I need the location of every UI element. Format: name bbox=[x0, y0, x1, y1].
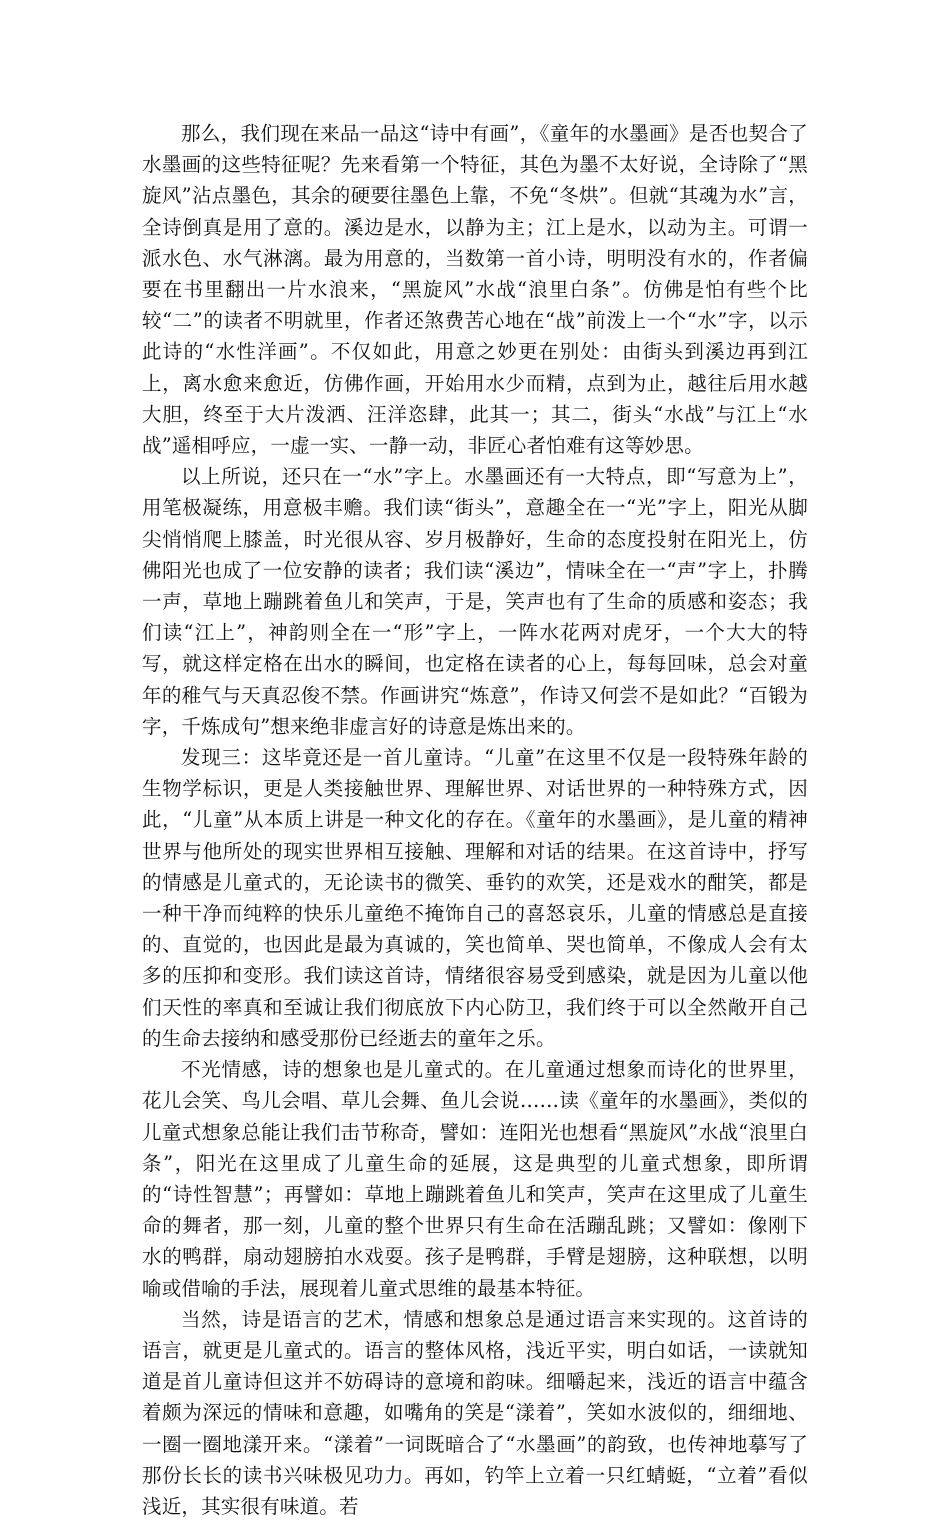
paragraph-childlike-imagination: 不光情感，诗的想象也是儿童式的。在儿童通过想象而诗化的世界里，花儿会笑、鸟儿会唱、草儿会舞、鱼儿会说……读《童年的水墨画》，类似的儿童式想象总能让我们击节称奇，譬如：连阳光也想看“黑旋风”水战“浪里白条”，阳光在这里成了儿童生命的延展，这是典型的儿童式想象，即所谓的“诗性智慧”；再譬如：草地上蹦跳着鱼儿和笑声，笑声在这里成了儿童生命的舞者，那一刻，儿童的整个世界只有生命在活蹦乱跳；又譬如：像刚下水的鸭群，扇动翅膀拍水戏耍。孩子是鸭群，手臂是翅膀，这种联想，以明喻或借喻的手法，展现着儿童式思维的最基本特征。 bbox=[142, 1058, 808, 1300]
paragraph-discovery-three: 发现三：这毕竟还是一首儿童诗。“儿童”在这里不仅是一段特殊年龄的生物学标识，更是人类接触世界、理解世界、对话世界的一种特殊方式，因此，“儿童”从本质上讲是一种文化的存在。《童年的水墨画》，是儿童的精神世界与他所处的现实世界相互接触、理解和对话的结果。在这首诗中，抒写的情感是儿童式的，无论读书的微笑、垂钓的欢笑，还是戏水的酣笑，都是一种干净而纯粹的快乐儿童绝不掩饰自己的喜怒哀乐，儿童的情感总是直接的、直觉的，也因此是最为真诚的，笑也简单、哭也简单，不像成人会有太多的压抑和变形。我们读这首诗，情绪很容易受到感染，就是因为儿童以他们天性的率真和至诚让我们彻底放下内心防卫，我们终于可以全然敞开自己的生命去接纳和感受那份已经逝去的童年之乐。 bbox=[142, 746, 808, 1050]
paragraph-water-ink-feature: 那么，我们现在来品一品这“诗中有画”，《童年的水墨画》是否也契合了水墨画的这些特征呢？先来看第一个特征，其色为墨不太好说，全诗除了“黑旋风”沾点墨色，其余的硬要往墨色上靠，不免“冬烘”。但就“其魂为水”言，全诗倒真是用了意的。溪边是水，以静为主；江上是水，以动为主。可谓一派水色、水气淋漓。最为用意的，当数第一首小诗，明明没有水的，作者偏要在书里翻出一片水浪来，“黑旋风”水战“浪里白条”。仿佛是怕有些个比较“二”的读者不明就里，作者还煞费苦心地在“战”前泼上一个“水”字，以示此诗的“水性洋画”。不仅如此，用意之妙更在别处：由街头到溪边再到江上，离水愈来愈近，仿佛作画，开始用水少而精，点到为止，越往后用水越大胆，终至于大片泼洒、汪洋恣肆，此其一；其二，街头“水战”与江上“水战”遥相呼应，一虚一实、一静一动，非匠心者怕难有这等妙思。 bbox=[142, 122, 808, 458]
paragraph-childlike-language: 当然，诗是语言的艺术，情感和想象总是通过语言来实现的。这首诗的语言，就更是儿童式的。语言的整体风格，浅近平实，明白如话，一读就知道是首儿童诗但这并不妨碍诗的意境和韵味。细嚼起来，浅近的语言中蕴含着颇为深远的情味和意趣，如嘴角的笑是“漾着”，笑如水波似的，细细地、一圈一圈地漾开来。“漾着”一词既暗合了“水墨画”的韵致，也传神地摹写了那份长长的读书兴味极见功力。再如，钓竿上立着一只红蜻蜓，“立着”看似浅近，其实很有味道。若 bbox=[142, 1307, 808, 1518]
paragraph-freehand-meaning: 以上所说，还只在一“水”字上。水墨画还有一大特点，即“写意为上”，用笔极凝练，用意极丰赡。我们读“街头”，意趣全在一“光”字上，阳光从脚尖悄悄爬上膝盖，时光很从容、岁月极静好，生命的态度投射在阳光上，仿佛阳光也成了一位安静的读者；我们读“溪边”，情味全在一“声”字上，扑腾一声，草地上蹦跳着鱼儿和笑声，于是，笑声也有了生命的质感和姿态；我们读“江上”，神韵则全在一“形”字上，一阵水花两对虎牙，一个大大的特写，就这样定格在出水的瞬间，也定格在读者的心上，每每回味，总会对童年的稚气与天真忍俊不禁。作画讲究“炼意”，作诗又何尝不是如此？“百锻为字，千炼成句”想来绝非虚言好的诗意是炼出来的。 bbox=[142, 465, 808, 738]
document-body bbox=[142, 118, 808, 1522]
